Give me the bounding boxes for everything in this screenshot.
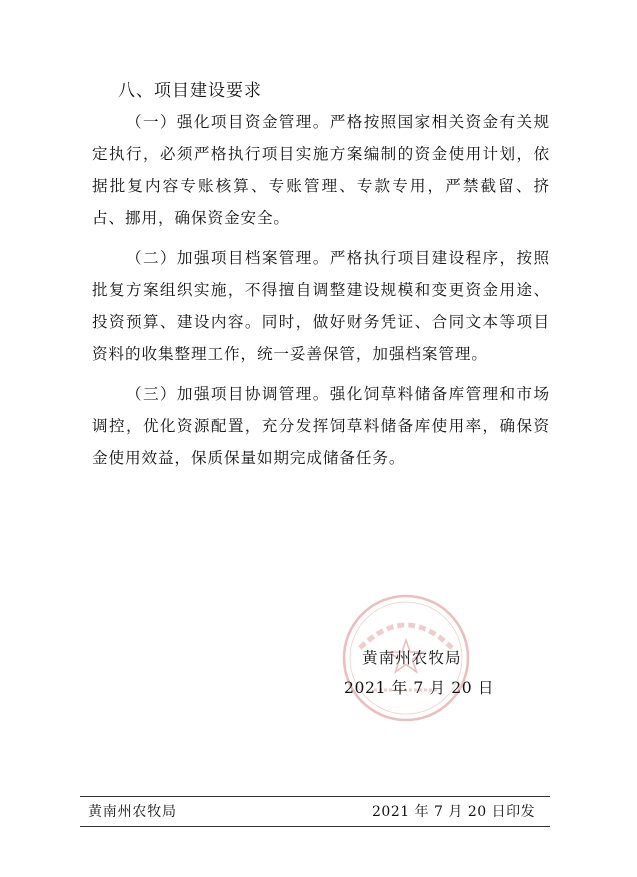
footer-issuer: 黄南州农牧局: [88, 804, 177, 820]
signer-name: 黄南州农牧局: [362, 649, 462, 667]
signing-date: 2021 年 7 月 20 日: [344, 679, 495, 697]
paragraph-3: （三）加强项目协调管理。强化饲草料储备库管理和市场调控，优化资源配置，充分发挥饲草料储备库使用率，确保资金使用效益，保质保量如期完成储备任务。: [92, 385, 550, 467]
section-heading: 八、项目建设要求: [118, 81, 262, 101]
footer-rule-top: [80, 796, 550, 797]
footer-rule-bottom: [80, 826, 550, 827]
footer-print-date: 2021 年 7 月 20 日印发: [372, 804, 536, 820]
paragraph-2: （二）加强项目档案管理。严格执行项目建设程序，按照批复方案组织实施，不得擅自调整建设规模和变更资金用途、投资预算、建设内容。同时，做好财务凭证、合同文本等项目资料的收集整理工作，统一妥善保管，加强档案管理。: [92, 249, 550, 363]
paragraph-1: （一）强化项目资金管理。严格按照国家相关资金有关规定执行，必须严格执行项目实施方案编制的资金使用计划，依据批复内容专账核算、专账管理、专款专用，严禁截留、挤占、挪用，确保资金安全。: [92, 113, 550, 227]
body-text: [92, 106, 550, 482]
